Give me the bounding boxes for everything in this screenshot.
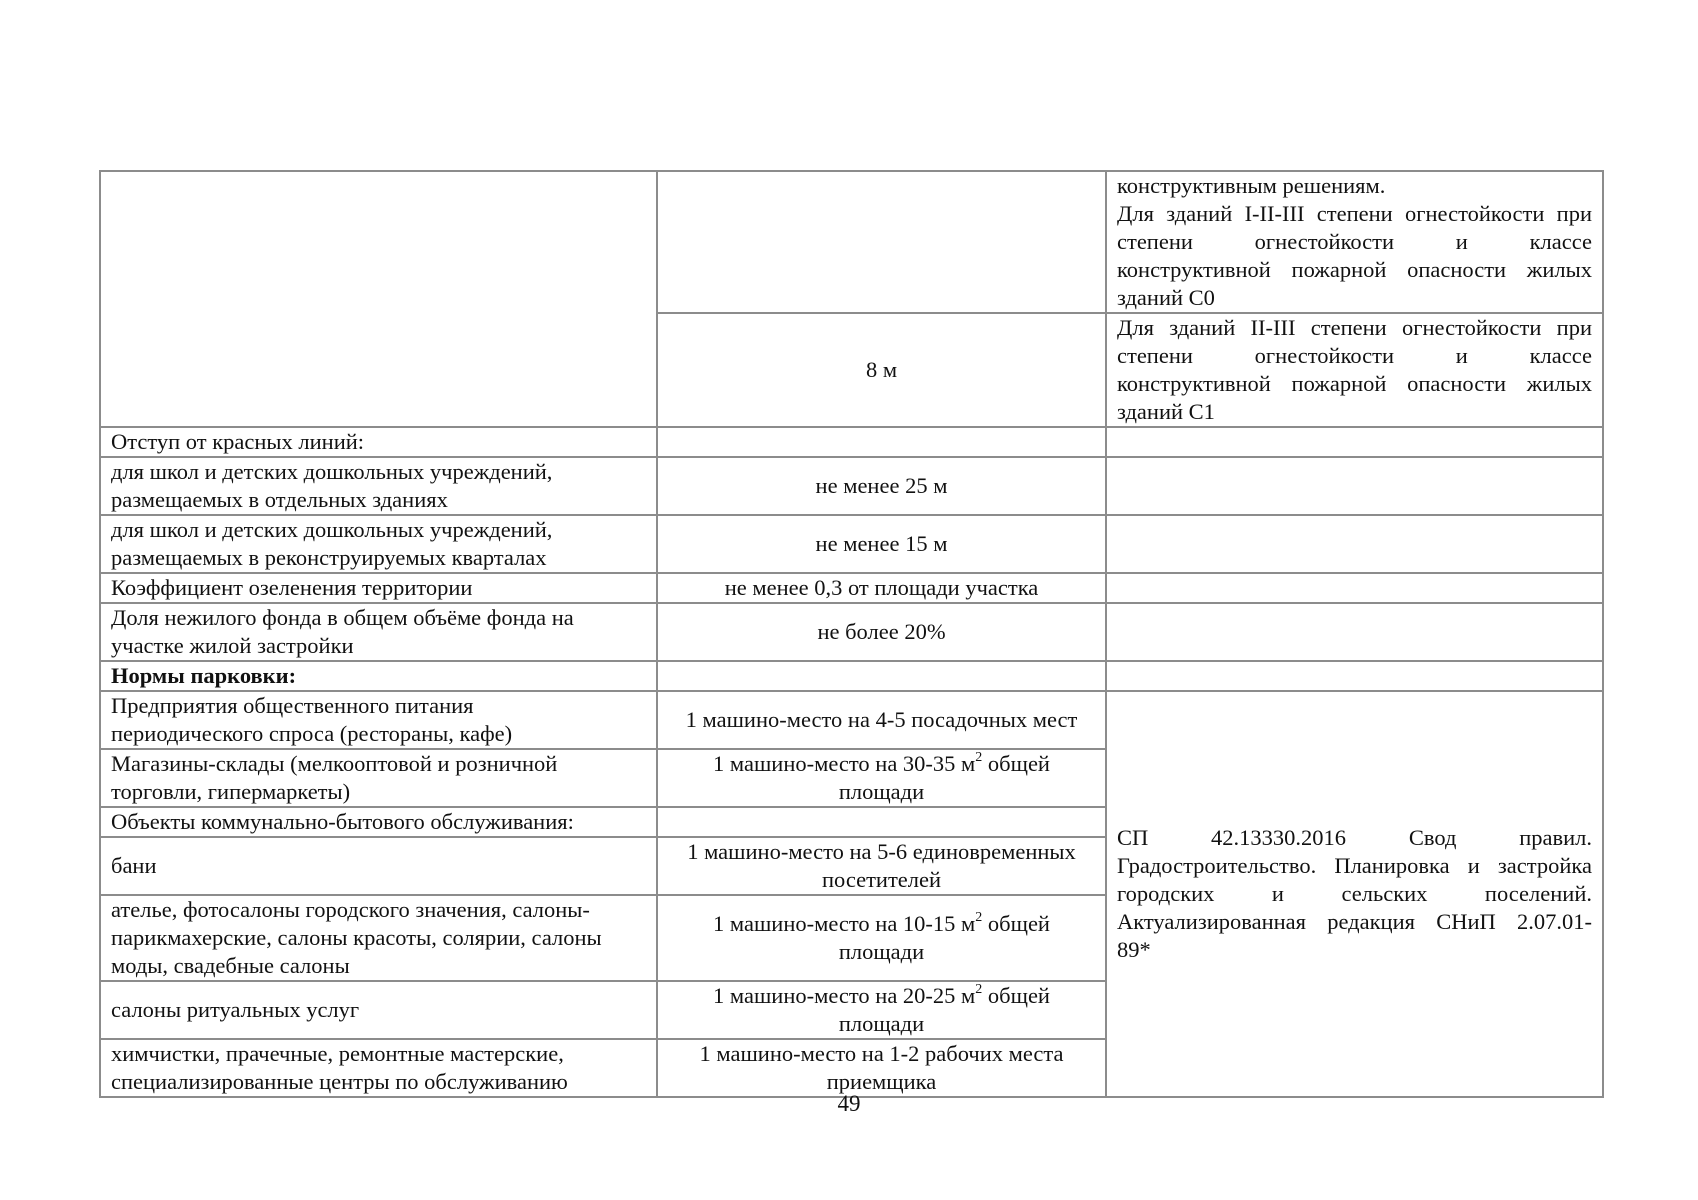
fire-resistance-note-c0: конструктивным решениям. Для зданий I-II-III степени огнестойкости при степени огнестойкости и классе конструктивной пожарной опасности жилых зданий С0 [1106,171,1603,313]
setback-schools-reconstructed-label: для школ и детских дошкольных учреждений, размещаемых в реконструируемых кварталах [100,515,657,573]
restaurants-label: Предприятия общественного питания периодического спроса (рестораны, кафе) [100,691,657,749]
greening-value: не менее 0,3 от площади участка [657,573,1106,603]
table-row [100,691,1603,749]
stores-label: Магазины-склады (мелкооптовой и розничной торговли, гипермаркеты) [100,749,657,807]
stores-value: 1 машино-место на 30-35 $м^2$ общей площади [657,749,1106,807]
fire-resistance-note-c1: Для зданий II-III степени огнестойкости при степени огнестойкости и классе конструктивной пожарной опасности жилых зданий С1 [1106,313,1603,427]
parking-source-reference: СП 42.13330.2016 Свод правил. Градостроительство. Планировка и застройка городских и сельских поселений. Актуализированная редакция СНиП 2.07.01- 89* [1106,691,1603,1097]
table-row [100,427,1603,457]
setback-schools-reconstructed-value: не менее 15 м [657,515,1106,573]
parking-norms-header: Нормы парковки: [100,661,657,691]
cleaners-label: химчистки, прачечные, ремонтные мастерские, специализированные центры по обслуживанию [100,1039,657,1097]
table-row [100,515,1603,573]
nonresidential-share-label: Доля нежилого фонда в общем объёме фонда на участке жилой застройки [100,603,657,661]
empty-cell [1106,603,1603,661]
cleaners-value: 1 машино-место на 1-2 рабочих места приемщика [657,1039,1106,1097]
table-row [100,603,1603,661]
nonresidential-share-value: не более 20% [657,603,1106,661]
setback-schools-separate-label: для школ и детских дошкольных учреждений, размещаемых в отдельных зданиях [100,457,657,515]
empty-cell [100,171,657,427]
empty-cell [1106,457,1603,515]
ritual-services-label: салоны ритуальных услуг [100,981,657,1039]
baths-label: бани [100,837,657,895]
empty-cell [657,427,1106,457]
empty-cell [1106,573,1603,603]
empty-cell [1106,661,1603,691]
page-number: 49 [837,1091,861,1116]
empty-cell [1106,515,1603,573]
restaurants-value: 1 машино-место на 4-5 посадочных мест [657,691,1106,749]
baths-value: 1 машино-место на 5-6 единовременных посетителей [657,837,1106,895]
setback-schools-separate-value: не менее 25 м [657,457,1106,515]
empty-cell [657,171,1106,313]
table-row [100,171,1603,313]
ritual-services-value: 1 машино-место на 20-25 $м^2$ общей площади [657,981,1106,1039]
greening-label: Коэффициент озеленения территории [100,573,657,603]
setback-header: Отступ от красных линий: [100,427,657,457]
distance-value: 8 м [657,313,1106,427]
empty-cell [657,807,1106,837]
table-row [100,573,1603,603]
table-row [100,457,1603,515]
ateliers-label: ателье, фотосалоны городского значения, салоны- парикмахерские, салоны красоты, солярии, салоны моды, свадебные салоны [100,895,657,981]
table-row [100,661,1603,691]
utility-services-header: Объекты коммунально-бытового обслуживания: [100,807,657,837]
empty-cell [657,661,1106,691]
regulations-table [99,170,1604,1098]
empty-cell [1106,427,1603,457]
ateliers-value: 1 машино-место на 10-15 $м^2$ общей площади [657,895,1106,981]
